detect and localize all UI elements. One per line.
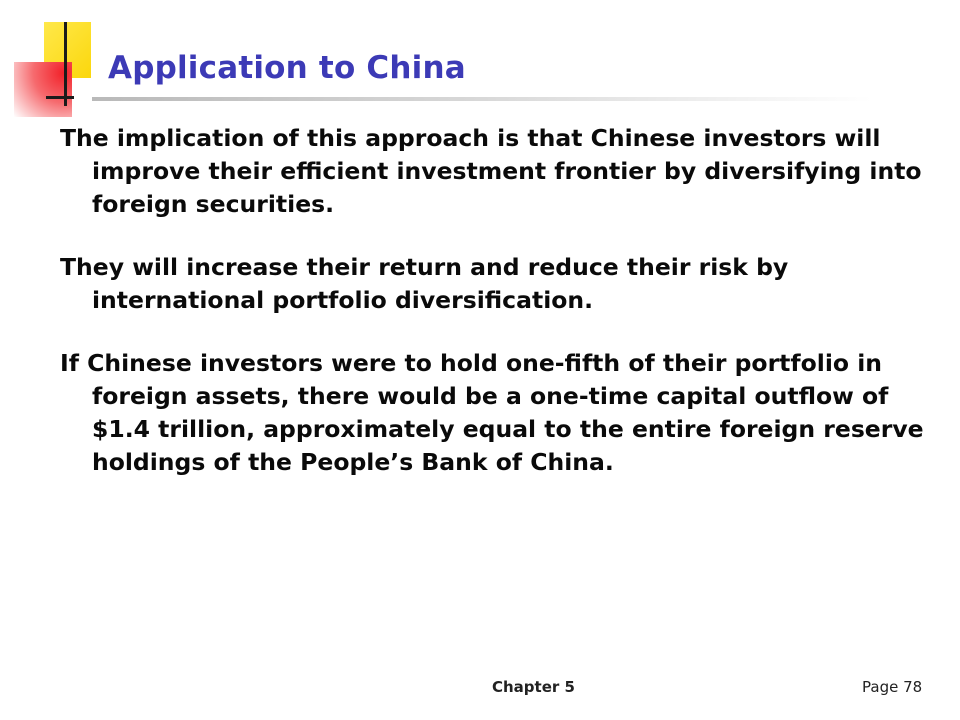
body-paragraph: They will increase their return and reduce their risk by international portfolio diversification. [60, 253, 789, 314]
footer-chapter-label: Chapter 5 [492, 678, 575, 696]
body-paragraph: If Chinese investors were to hold one-fifth of their portfolio in foreign assets, there would be a one-time capital outflow of $1.4 trillion, approximately equal to the entire foreign reserve holdings of the People’s Bank of China. [60, 349, 924, 476]
slide-body [60, 122, 940, 509]
title-underline [92, 97, 872, 101]
horizontal-accent-line [46, 96, 74, 99]
slide-title: Application to China [108, 50, 466, 86]
footer-page-number: Page 78 [862, 678, 923, 696]
body-paragraph: The implication of this approach is that Chinese investors will improve their efficient investment frontier by diversifying into foreign securities. [60, 124, 922, 218]
vertical-accent-line [64, 22, 67, 106]
